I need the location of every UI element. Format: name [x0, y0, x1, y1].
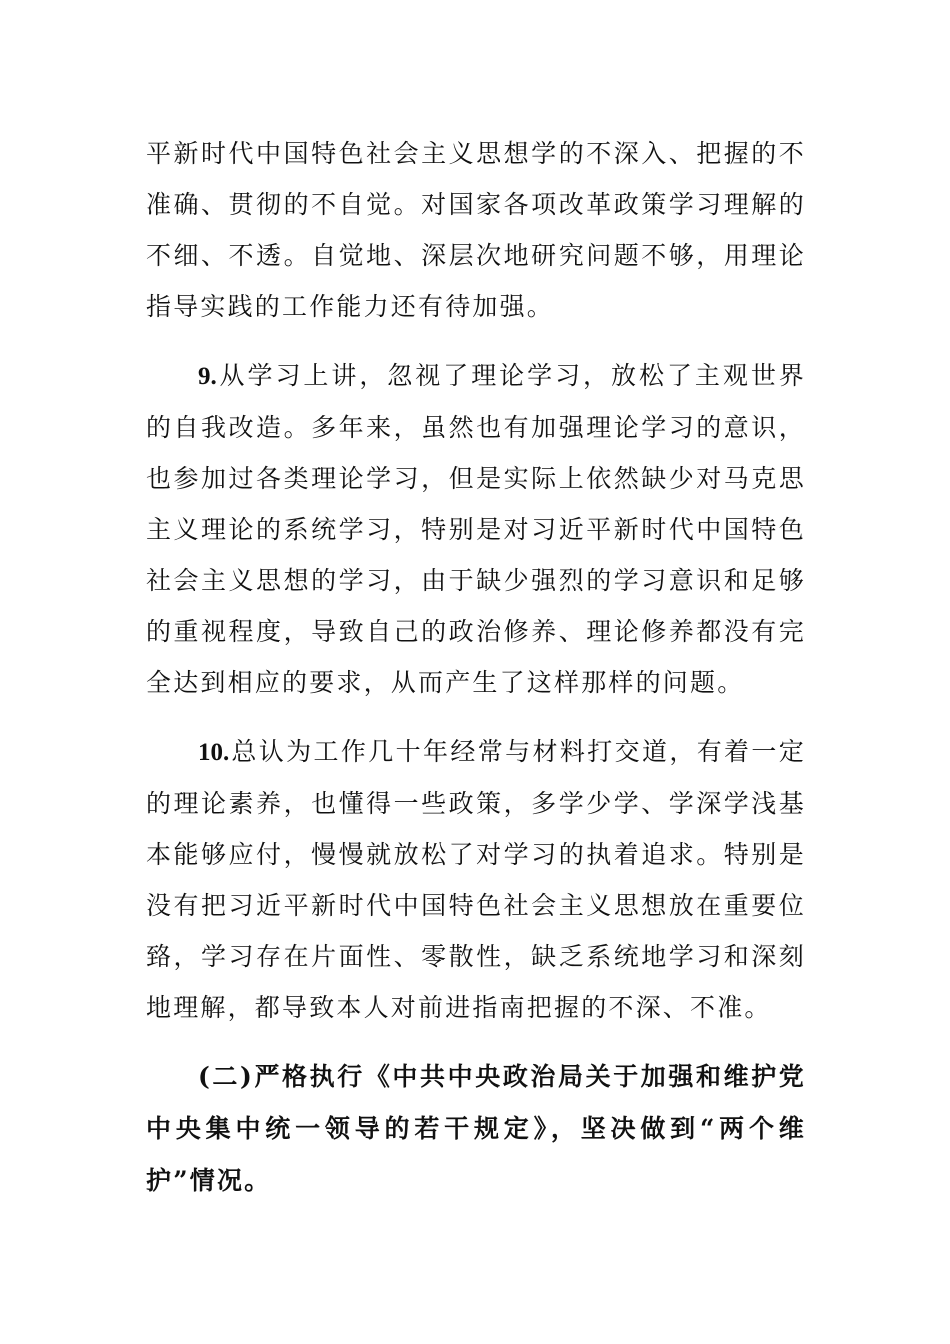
paragraph-item-10 [146, 726, 806, 1033]
item-number: 9. [198, 363, 217, 390]
paragraph-item-9 [146, 350, 806, 708]
paragraph-text: 平新时代中国特色社会主义思想学的不深入、把握的不准确、贯彻的不自觉。对国家各项改革政策学习理解的不细、不透。自觉地、深层次地研究问题不够，用理论指导实践的工作能力还有待加强。 [146, 139, 806, 321]
paragraph-text: 从学习上讲，忽视了理论学习，放松了主观世界的自我改造。多年来，虽然也有加强理论学习的意识，也参加过各类理论学习，但是实际上依然缺少对马克思主义理论的系统学习，特别是对习近平新时代中国特色社会主义思想的学习，由于缺少强烈的学习意识和足够的重视程度，导致自己的政治修养、理论修养都没有完全达到相应的要求，从而产生了这样那样的问题。 [146, 361, 806, 697]
section-heading: (二)严格执行《中共中央政治局关于加强和维护党中央集中统一领导的若干规定》，坚决做到“两个维护”情况。 [146, 1062, 806, 1195]
document-body [146, 128, 806, 1225]
item-number: 10. [198, 739, 230, 766]
paragraph-text: 总认为工作几十年经常与材料打交道，有着一定的理论素养，也懂得一些政策，多学少学、学深学浅基本能够应付，慢慢就放松了对学习的执着追求。特别是没有把习近平新时代中国特色社会主义思想放在重要位臵，学习存在片面性、零散性，缺乏系统地学习和深刻地理解，都导致本人对前进指南把握的不深、不准。 [146, 737, 806, 1022]
paragraph-continuation [146, 128, 806, 332]
